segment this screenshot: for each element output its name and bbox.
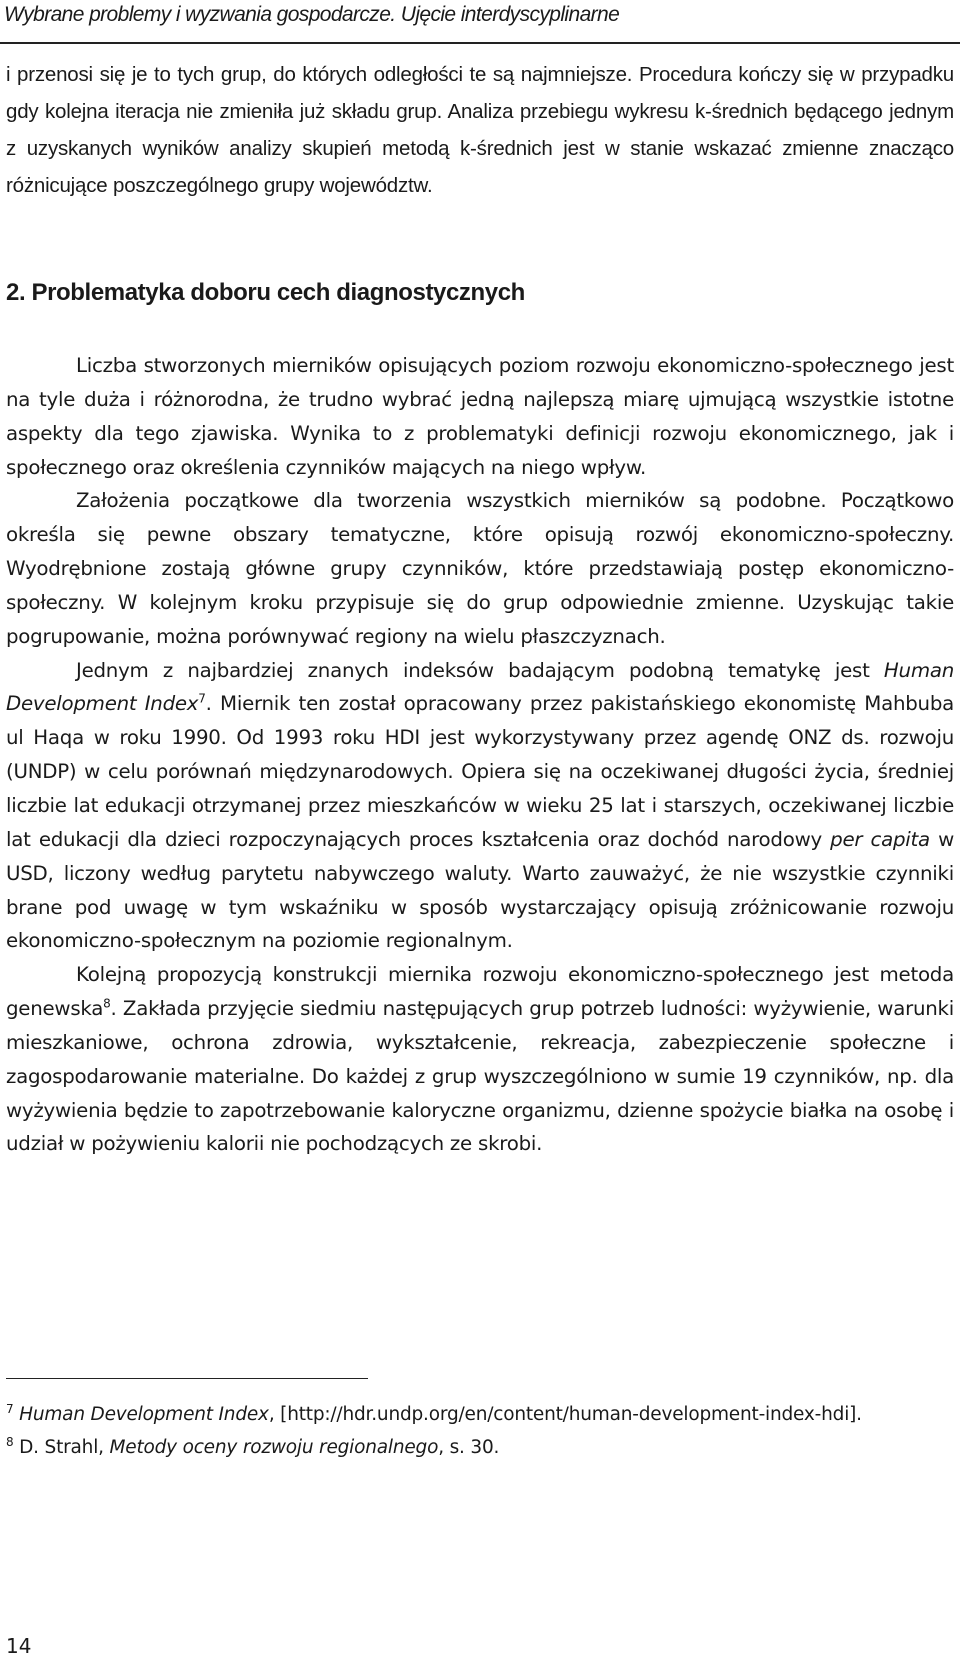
footnote-7 bbox=[6, 1398, 954, 1431]
paragraph-3 bbox=[6, 654, 954, 959]
paragraph-3-text-a: Jednym z najbardziej znanych indeksów badającym podobną tematykę jest bbox=[76, 658, 884, 682]
footnote-rule bbox=[6, 1378, 368, 1379]
hdi-term: Human Development Index bbox=[6, 658, 954, 716]
paragraph-4-text-b: . Zakłada przyjęcie siedmiu następujących grup potrzeb ludności: wyżywienie, warunki mieszkaniowe, ochrona zdrowia, wykształcenie, rekreacja, zabezpieczenie społeczne i zagospodarowanie materialne. Do każdej z grup wyszczególniono w sumie 19 czynników, np. dla wyżywienia będzie to zapotrzebowanie kaloryczne organizmu, dzienne spożycie białka na osobę i udział w pożywieniu kalorii nie pochodzących ze skrobi. bbox=[6, 997, 954, 1156]
footnote-8-author: D. Strahl, bbox=[19, 1437, 110, 1458]
paragraph-1: Liczba stworzonych mierników opisujących poziom rozwoju ekonomiczno-społecznego jest na tyle duża i różnorodna, że trudno wybrać jedną najlepszą miarę ujmującą wszystkie istotne aspekty dla tego zjawiska. Wynika to z problematyki definicji rozwoju ekonomicznego, jak i społecznego oraz określenia czynników mających na niego wpływ. bbox=[6, 354, 954, 479]
paragraph-3-text-b: . Miernik ten został opracowany przez pakistańskiego ekonomistę Mahbuba ul Haqa w roku 1990. Od 1993 roku HDI jest wykorzystywany przez agendę ONZ ds. rozwoju (UNDP) w celu porównań międzynarodowych. Opiera się na oczekiwanej długości życia, średniej liczbie lat edukacji otrzymanej przez mieszkańców w wieku 25 lat i starszych, oczekiwanej liczbie lat edukacji dla dzieci rozpoczynających proces kształcenia oraz dochód narodowy bbox=[6, 692, 954, 851]
footnote-ref-7[interactable]: 7 bbox=[198, 691, 206, 706]
intro-paragraph: i przenosi się je to tych grup, do których odległości te są najmniejsze. Procedura kończy się w przypadku gdy kolejna iteracja nie zmieniła już składu grup. Analiza przebiegu wykresu k-średnich będącego jednym z uzyskanych wyników analizy skupień metodą k-średnich jest w stanie wskazać zmienne znacząco różnicujące poszczególnego grupy województw. bbox=[6, 63, 954, 197]
paragraph-4 bbox=[6, 958, 954, 1161]
per-capita-term: per capita bbox=[830, 827, 930, 851]
paragraph-3-text-c: w USD, liczony według parytetu nabywczego waluty. Warto zauważyć, że nie wszystkie czynniki brane pod uwagę w tym wskaźniku w sposób wystarczający opisują zróżnicowanie rozwoju ekonomiczno-społecznym na poziomie regionalnym. bbox=[6, 827, 955, 953]
footnote-8-rest: , s. 30. bbox=[438, 1437, 500, 1458]
section-title: 2. Problematyka doboru cech diagnostycznych bbox=[6, 279, 525, 306]
paragraph-2: Założenia początkowe dla tworzenia wszystkich mierników są podobne. Początkowo określa się pewne obszary tematyczne, które opisują rozwój ekonomiczno-społeczny. Wyodrębnione zostają główne grupy czynników, które przedstawiają postęp ekonomiczno-społeczny. W kolejnym kroku przypisuje się do grup odpowiednie zmienne. Uzyskując takie pogrupowanie, można porównywać regiony na wielu płaszczyznach. bbox=[6, 489, 954, 648]
running-header: Wybrane problemy i wyzwania gospodarcze. Ujęcie interdyscyplinarne bbox=[4, 3, 620, 26]
header-rule bbox=[0, 42, 960, 44]
footnote-ref-8[interactable]: 8 bbox=[103, 996, 111, 1011]
body-text bbox=[6, 349, 954, 1161]
paragraph-4-text-a: Kolejną propozycją konstrukcji miernika rozwoju ekonomiczno-społecznego jest metoda genewska bbox=[6, 963, 954, 1021]
footnote-8-title: Metody oceny rozwoju regionalnego bbox=[109, 1437, 439, 1458]
footnotes bbox=[6, 1398, 954, 1464]
footnote-8-number: 8 bbox=[6, 1434, 14, 1449]
footnote-7-title: Human Development Index bbox=[19, 1404, 269, 1425]
footnote-7-link[interactable]: , [http://hdr.undp.org/en/content/human-development-index-hdi]. bbox=[268, 1404, 862, 1425]
page-number: 14 bbox=[6, 1634, 32, 1658]
footnote-7-number: 7 bbox=[6, 1401, 14, 1416]
footnote-8 bbox=[6, 1431, 954, 1464]
